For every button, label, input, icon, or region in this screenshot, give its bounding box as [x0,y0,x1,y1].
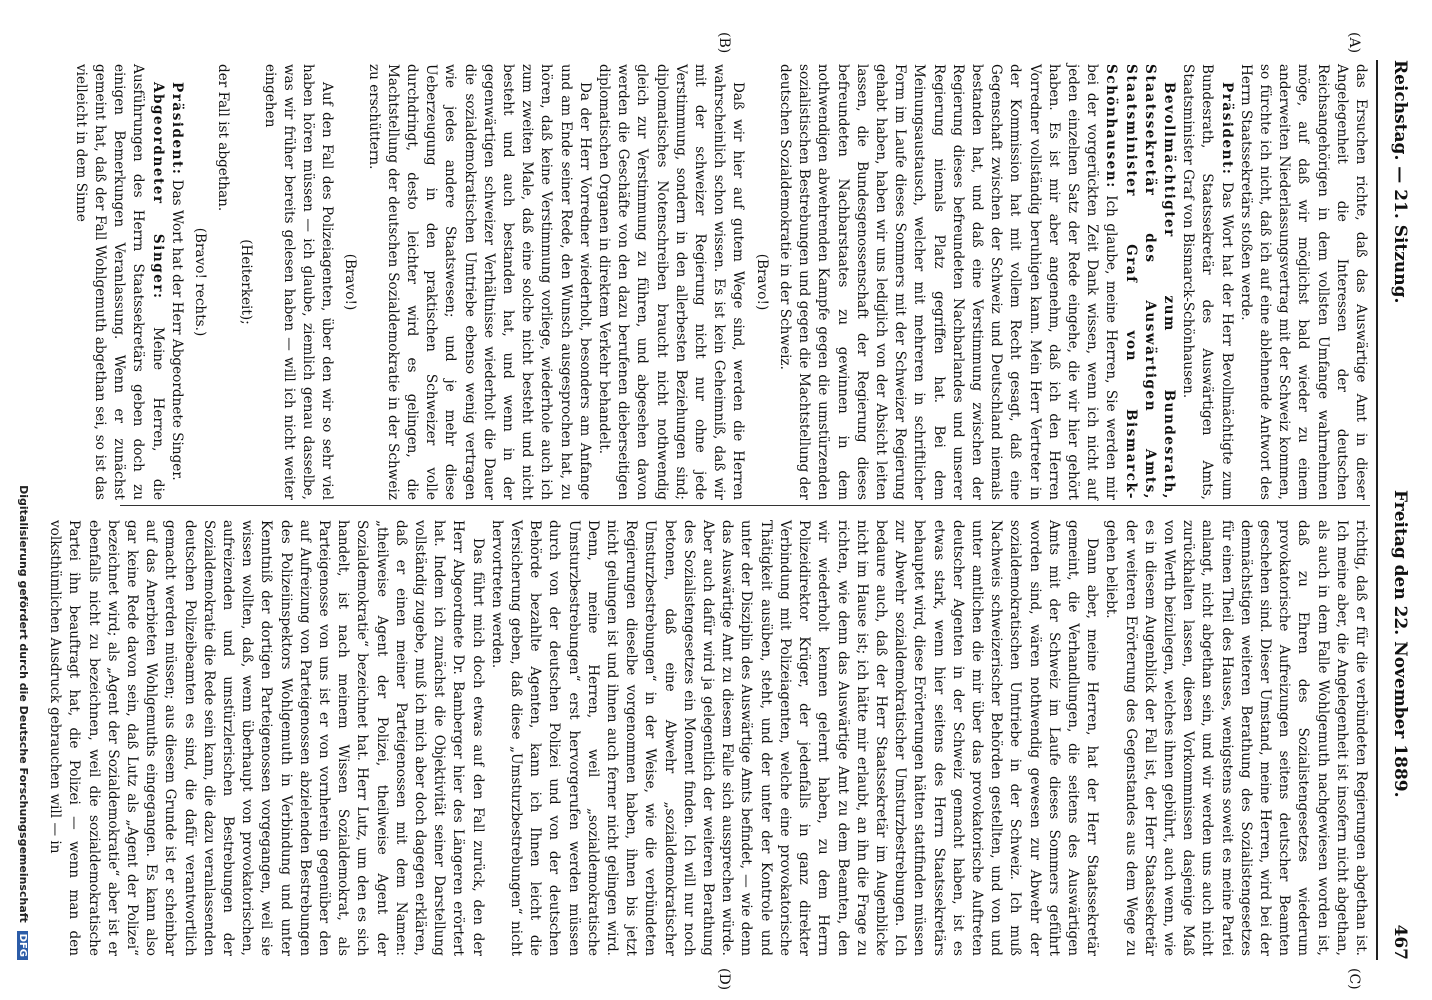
interjection: (Bravo!) [753,253,770,311]
body-paragraph: Da der Herr Vorredner wiederholt, besonders am Anfange und am Ende seiner Rede, den Wunsch ausgesprochen hat, zu hören, daß keine Verstimmung vorliege, wiederhole auch ich zum zweiten Male, daß eine solche nicht besteht und nicht besteht und auch bestanden hat, und wenn in der gegenwärtigen schweizer Verhältnisse wiederholt die Dauer die sozialdemokratischen Umtriebe ebenso wenig vertragen wie jedes andere Staatswesen; und je mehr diese Ueberzeugung in den praktischen Schweizer volle durchdringt, desto leichter wird es gelingen, die Machtstellung der deutschen Sozialdemokratie in der Schweiz zu erschüttern. [365,64,593,500]
margin-mark-c: (C) [1346,968,1362,990]
speech-paragraph [167,64,186,500]
margin-mark-a: (A) [1346,32,1362,54]
body-paragraph: Dann aber, meine Herren, hat der Herr Staatssekretär gemeint, die Verhandlungen, die seitens des Auswärtigen Amts mit der Schweiz im Laufe dieses Sommers geführt worden sind, wären nothwendig gewesen zur Abwehr der sozialdemokratischen Umtriebe in der Schweiz. Ich muß Nachweis schweizerischer Behörden gestellten, und von und unter amtlichen die mir über das provokatorische Auftreten deutscher Agenten in der Schweiz gemacht haben, ist es etwas stark, wenn hier seitens des Herrn Staatssekretärs behauptet wird, diese Erörterungen hätten stattfinden müssen zur Abwehr sozialdemokratischer Umsturzbestrebungen. Ich bedaure auch, daß der Herr Staatssekretär im Augenblicke nicht im Hause ist; ich hätte mir erlaubt, an ihn die Frage zu richten, wie denn das Auswärtige Amt zu dem Beamten, den wir wiederholt kennen gelernt haben, zu dem Herrn Polizeidirektor Krüger, der jedenfalls in ganz direkter Verbindung mit Polizeiagenten, welche eine provokatorische Thätigkeit ausüben, steht, und der unter der Kontrole und unter der Disziplin des Auswärtige Amts befindet, — wie denn das Auswärtige Amt zu diesem Falle sich aussprechen würde. Aber auch dafür wird ja gelegentlich der weiteren Berathung des Sozialistengesetzes ein Moment finden. Ich will nur noch betonen, daß eine Abwehr „sozialdemokratischer Umsturzbestrebungen“ in der Weise, wie die verbündeten Regierungen dieselbe vorgenommen haben, ihnen bis jetzt nicht gelungen ist und ihnen auch ferner nicht gelingen wird. Denn, meine Herren, weil „sozialdemokratische Umsturzbestrebungen“ erst hervorgerufen werden müssen durch von der deutschen Polizei und von der deutschen Behörde bezahlte Agenten, kann ich Ihnen leicht die Versicherung geben, daß diese „Umsturzbestrebungen“ nicht hervortreten werden. [488,520,1101,956]
speech-paragraph [775,64,1178,500]
page-header [1382,60,1410,960]
speaker-name: Präsident: [168,82,185,176]
body-paragraph: Das führt mich doch etwas auf den Fall zurück, den der Herr Abgeordnete Dr. Bamberger hier des Längeren erörtert hat. Indem ich zunächst die Objektivität seiner Darstellung vollständig zugebe, muß ich mich aber doch dagegen erklären, daß er einen meiner Parteigenossen mit dem Namen: „theilweise Agent der Polizei, theilweise Agent der Sozialdemokratie“ bezeichnet hat. Herr Lutz, um den es sich handelt, ist nach meinem Wissen Sozialdemokrat, als Parteigenosse von uns ist er von vornherein gegenüber den auf Aufreizung von Parteigenossen abzielenden Bestrebungen des Polizeiinspektors Wohlgemuth in Verbindung und unter Kenntniß der dortigen Parteigenossen vorgegangen, weil sie wissen wollten, daß, wenn überhaupt von provokatorischen, aufreizenden und umstürzlerischen Bestrebungen der Sozialdemokratie die Rede sein kann, die dazu veranlassenden deutschen Polizeibeamten es sind, die dafür verantwortlich gemacht werden müssen; aus diesem Grunde ist er scheinbar auf das Anerbieten Wohlgemuths eingegangen. Es kann also gar keine Rede davon sein, daß Lutz als „Agent der Polizei“ bezeichnet wird; als „Agent der Sozialdemokratie“ aber ist er ebenfalls nicht zu bezeichnen, weil die sozialdemokratische Partei ihn beauftragt hat, die Polizei — wenn man den volksthümlichen Ausdruck gebrauchen will — in [47,520,486,956]
header-date: Freitag den 22. November 1889. [1390,490,1410,798]
interjection: (Heiterkeit); [238,239,255,325]
page-number: 467 [1390,924,1410,960]
speech-paragraph [71,64,167,500]
interjection: (Bravo!) [342,253,359,311]
margin-mark-b: (B) [716,32,732,54]
body-paragraph: der Fall ist abgethan. [215,64,232,212]
speech-text: Ich glaube, meine Herren, Sie werden mir bei der vorgerückten Zeit Dank wissen, wenn ich nicht auf jeden einzelnen Satz der Rede eingehe, die wir hier gehört haben. Es ist mir aber angenehm, daß ich den Herren Vorredner vollständig beruhigen kann. Mein Herr Vertreter in der Kommission hat mit vollem Recht gesagt, daß eine Gegenschaft zwischen der Schweiz und Deutschland niemals bestanden hat, und daß eine Verstimmung zwischen der Regierung dieses befreundeten Nachbarlandes und unserer Regierung niemals Platz gegriffen hat. Bei dem Meinungsaustausch, welcher mit mehreren in schriftlicher Form im Laufe dieses Sommers mit der Schweizer Regierung gehabt haben, haben wir uns lediglich von der Absicht leiten lassen, die Bundesgenossenschaft der Regierung dieses befreundeten Nachbarstaates zu gewinnen in dem nothwendigen abwehrenden Kampfe gegen die umstürzenden sozialistischen Bestrebungen und gegen die Machtstellung der deutschen Sozialdemokratie in der Schweiz. [776,64,1120,500]
interjection: (Bravo! rechts.) [192,227,209,337]
right-column [47,520,1370,956]
header-title: Reichstag. — 21. Sitzung. [1390,60,1410,304]
speech-text: Das Wort hat der Herr Abgeordnete Singer. [168,179,185,481]
speech-paragraph [1178,64,1236,500]
speech-text: Das Wort hat der Herr Bevollmächtigte zum Bundesrath, Staatssekretär des Auswärtigen Amts, Staatsminister Graf von Bismarck-Schönhausen. [1180,64,1235,500]
header-rule [1376,60,1378,960]
digitization-credit [17,60,30,960]
dfg-logo: DFG [17,931,28,960]
speaker-name: Bevollmächtigter zum Bundesrath, Staatssekretär des Auswärtigen Amts, Staatsminister Graf von Bismarck-Schönhausen: [1103,64,1177,500]
body-paragraph: Auf den Fall des Polizeiagenten, über den wir so sehr viel haben hören müssen — ich glaube, ziemlich genau dasselbe, was wir früher bereits gelesen haben — will ich nicht weiter eingehen [261,64,336,500]
speech-text: Meine Herren, die Ausführungen des Herrn Staatssekretärs geben doch zu einigen Bemerkungen Veranlassung. Wenn er zunächst gemeint hat, daß der Fall Wohlgemuth abgethan sei, so ist das vielleicht in dem Sinne [72,64,166,500]
body-paragraph: Daß wir hier auf gutem Wege sind, werden die Herren wahrscheinlich schon wissen. Es ist kein Geheimniß, daß wir mit der schweizer Regierung nicht nur ohne jede Verstimmung, sondern in den allerbesten Beziehungen sind; diplomatisches Notenschreiben braucht nicht nothwendig gleich zur Verstimmung zu führen, und abgesehen davon werden die Geschäfte von den dazu berufenen dieberseitigen diplomatischen Organen in direktem Verkehr behandelt. [596,64,747,500]
speaker-name: Präsident: [1218,82,1235,176]
speaker-name: Abgeordneter Singer: [149,82,166,300]
credit-text: Digitalisierung gefördert durch die Deutsche Forschungsgemeinschaft [17,485,30,923]
body-paragraph: das Ersuchen richte, daß das Auswärtige Amt in dieser Angelegenheit die Interessen der deutschen Reichsangehörigen in dem vollsten Umfange wahrnehmen möge, auf daß wir möglichst bald wieder zu einem anderweiten Niederlassungsvertrag mit der Schweiz kommen, so fürchte ich nicht, daß ich auf eine ablehnende Antwort des Herrn Staatssekretärs stoßen werde. [1237,64,1369,500]
left-column [72,64,1370,500]
column-divider [120,505,1370,506]
body-paragraph: richtig, daß er für die verbündeten Regierungen abgethan ist. Ich meine aber, die Angelegenheit ist insofern nicht abgethan, als auch in dem Falle Wohlgemuth nachgewiesen worden ist, daß zu Ehren des Sozialistengesetzes wiederum provokatorische Aufreizungen seitens deutscher Beamten geschehen sind. Dieser Umstand, meine Herren, wird bei der demnächstigen weiteren Berathung des Sozialistengesetzes für einen Theil des Hauses, wenigstens soweit es meine Partei anlangt, nicht abgethan sein, und wir werden uns auch nicht zurückhalten lassen, diesen Vorkommnissen dasjenige Maß von Werth beizulegen, welches ihnen gebührt, auch wenn, wie es in diesem Augenblick der Fall ist, der Herr Staatssekretär der weiteren Erörterung des Gegenstandes aus dem Wege zu gehen beliebt. [1103,520,1369,956]
margin-mark-d: (D) [716,968,732,991]
